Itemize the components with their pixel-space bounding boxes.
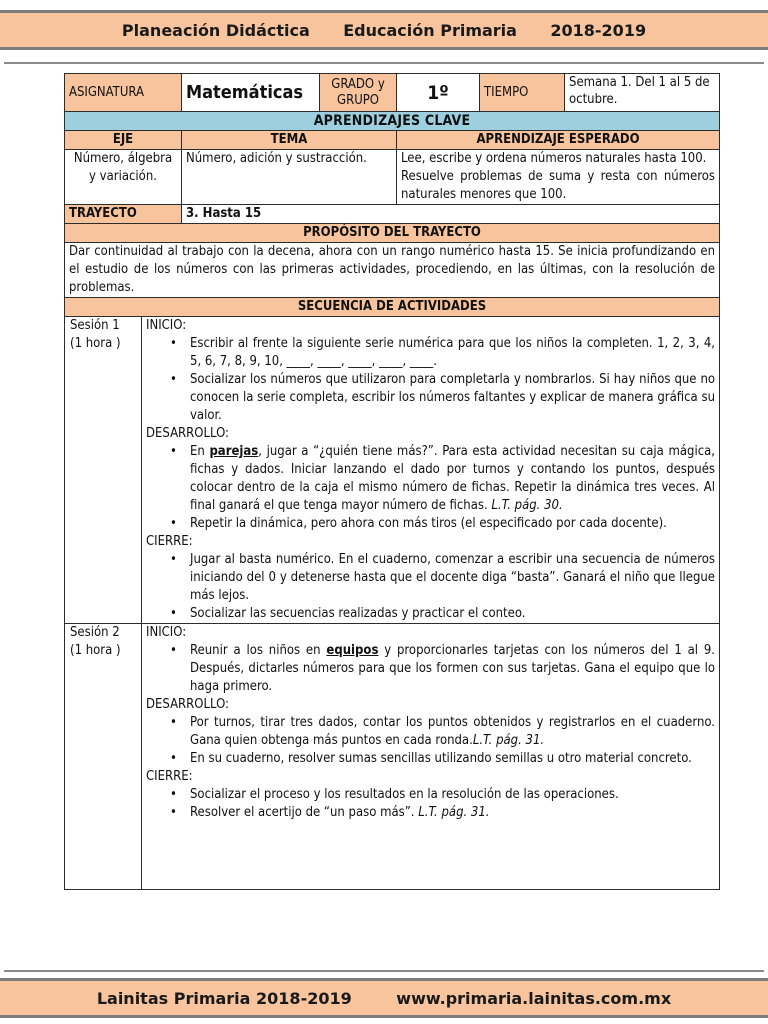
purpose-text: Dar continuidad al trabajo con la decena, ahora con un rango numérico hasta 15. Se inicia profundizando en el estudio de los números con las primeras actividades, procediendo, en las últimas, con la resolución de problemas. [65, 243, 720, 298]
activity-text: Socializar los números que utilizaron para completarla y nombrarlos. Si hay niños que no conocen la serie completa, escribir los números faltantes y explicar de manera gráfica su valor. [190, 372, 716, 423]
activity-text: Repetir la dinámica, pero ahora con más tiros (el especificado por cada docente). [190, 516, 667, 531]
grade-label: GRADO y GRUPO [320, 74, 397, 112]
bullet-icon: • [170, 606, 177, 621]
time-label: TIEMPO [480, 74, 565, 112]
session-row [65, 317, 720, 624]
bullet-icon: • [170, 715, 177, 730]
session-row [65, 624, 720, 890]
axis-value: Número, álgebra y variación. [65, 150, 182, 205]
header-level: Educación Primaria [343, 20, 517, 40]
info-row [65, 74, 720, 112]
phase-inicio: INICIO: [146, 625, 187, 640]
topic-value: Número, adición y sustracción. [182, 150, 397, 205]
activity-text: Por turnos, tirar tres dados, contar los puntos obtenidos y registrarlos en el cuaderno. Gana quien obtenga más puntos en cada ronda. [190, 715, 716, 748]
expected-item: Lee, escribe y ordena números naturales hasta 100. [401, 151, 707, 166]
purpose-title-row [65, 224, 720, 243]
activity-item [170, 515, 715, 533]
activity-list [146, 551, 715, 623]
activity-emphasis: equipos [326, 643, 379, 658]
activity-list [146, 714, 715, 768]
activity-item [170, 551, 715, 605]
bullet-icon: • [170, 516, 177, 531]
key-learning-title-row [65, 112, 720, 131]
activity-text: Resolver el acertijo de “un paso más”. [190, 805, 419, 820]
activity-list [146, 335, 715, 425]
axis-header: EJE [65, 131, 182, 150]
footer-url[interactable]: www.primaria.lainitas.com.mx [396, 988, 672, 1008]
session-duration: (1 hora ) [70, 643, 121, 658]
purpose-title: PROPÓSITO DEL TRAYECTO [65, 224, 720, 243]
activity-item [170, 714, 715, 750]
phase-cierre: CIERRE: [146, 534, 193, 549]
textbook-reference: L.T. pág. 30. [491, 498, 563, 513]
phase-cierre: CIERRE: [146, 769, 193, 784]
header-title: Planeación Didáctica [121, 20, 310, 40]
activity-text: Socializar las secuencias realizadas y practicar el conteo. [190, 606, 526, 621]
activity-text: y proporcionarles tarjetas con los números del 1 al 9. Después, dictarles números para que los formen con sus tarjetas. Gana el equipo que lo haga primero. [190, 643, 716, 694]
header-spacer [310, 21, 343, 40]
session-1-content [142, 317, 720, 624]
activity-list [146, 786, 715, 822]
session-2-content [142, 624, 720, 890]
bullet-icon: • [170, 805, 177, 820]
header-banner [0, 10, 768, 50]
purpose-row [65, 243, 720, 298]
sequence-title-row [65, 298, 720, 317]
activity-text: En su cuaderno, resolver sumas sencillas utilizando semillas u otro material concreto. [190, 751, 692, 766]
activity-item [170, 335, 715, 371]
sequence-title: SECUENCIA DE ACTIVIDADES [65, 298, 720, 317]
activity-text: Reunir a los niños en [190, 643, 327, 658]
bullet-icon: • [170, 372, 177, 387]
session-name: Sesión 2 [70, 625, 120, 640]
phase-desarrollo: DESARROLLO: [146, 426, 229, 441]
trajectory-value: 3. Hasta 15 [182, 205, 720, 224]
activity-text: Escribir al frente la siguiente serie numérica para que los niños la completen. 1, 2, 3, 4, 5, 6, 7, 8, 9, 10, ____, ____, ____, ____, ____. [190, 336, 716, 369]
key-learning-title: APRENDIZAJES CLAVE [65, 112, 720, 131]
activity-emphasis: parejas [209, 444, 259, 459]
bullet-icon: • [170, 552, 177, 567]
activity-item [170, 371, 715, 425]
activity-text: , jugar a “¿quién tiene más?”. Para esta actividad necesitan su caja mágica, fichas y dados. Iniciar lanzando el dado por turnos y contando los puntos, después colocar dentro de la caja el mismo número de fichas. Repetir la dinámica tres veces. Al final ganará el que tenga mayor número de fichas. [190, 444, 716, 513]
footer-spacer [352, 989, 397, 1008]
activity-text: En [190, 444, 210, 459]
phase-inicio: INICIO: [146, 318, 187, 333]
trajectory-row [65, 205, 720, 224]
header-year: 2018-2019 [550, 20, 647, 40]
activity-item [170, 786, 715, 804]
textbook-reference: L.T. pág. 31. [472, 733, 545, 748]
activity-item [170, 605, 715, 623]
footer-banner [0, 978, 768, 1018]
expected-header: APRENDIZAJE ESPERADO [397, 131, 720, 150]
trajectory-label: TRAYECTO [65, 205, 182, 224]
bullet-icon: • [170, 643, 177, 658]
activity-item [170, 750, 715, 768]
footer-brand: Lainitas Primaria 2018-2019 [96, 988, 352, 1008]
expected-value [397, 150, 720, 205]
lesson-plan-table [64, 73, 720, 890]
activity-list [146, 443, 715, 533]
session-name: Sesión 1 [70, 318, 120, 333]
bullet-icon: • [170, 787, 177, 802]
activity-item [170, 642, 715, 696]
bullet-icon: • [170, 444, 177, 459]
activity-text: Jugar al basta numérico. En el cuaderno, comenzar a escribir una secuencia de números iniciando del 0 y detenerse hasta que el docente diga “basta”. Ganará el niño que llegue más lejos. [190, 552, 716, 603]
header-spacer [517, 21, 550, 40]
activity-text: Socializar el proceso y los resultados en la resolución de las operaciones. [190, 787, 619, 802]
grade-value: 1º [397, 74, 480, 112]
divider-line [4, 62, 764, 64]
session-duration: (1 hora ) [70, 336, 121, 351]
activity-item [170, 443, 715, 515]
activity-list [146, 642, 715, 696]
bullet-icon: • [170, 336, 177, 351]
divider-line [4, 970, 764, 972]
textbook-reference: L.T. pág. 31. [418, 805, 490, 820]
key-learning-row [65, 150, 720, 205]
topic-header: TEMA [182, 131, 397, 150]
expected-item: Resuelve problemas de suma y resta con números naturales menores que 100. [401, 169, 716, 202]
activity-item [170, 804, 715, 822]
bullet-icon: • [170, 751, 177, 766]
subject-label: ASIGNATURA [65, 74, 182, 112]
phase-desarrollo: DESARROLLO: [146, 697, 229, 712]
session-1-label [65, 317, 142, 624]
time-value: Semana 1. Del 1 al 5 de octubre. [565, 74, 720, 112]
key-learning-header-row [65, 131, 720, 150]
subject-value: Matemáticas [182, 74, 320, 112]
session-2-label [65, 624, 142, 890]
